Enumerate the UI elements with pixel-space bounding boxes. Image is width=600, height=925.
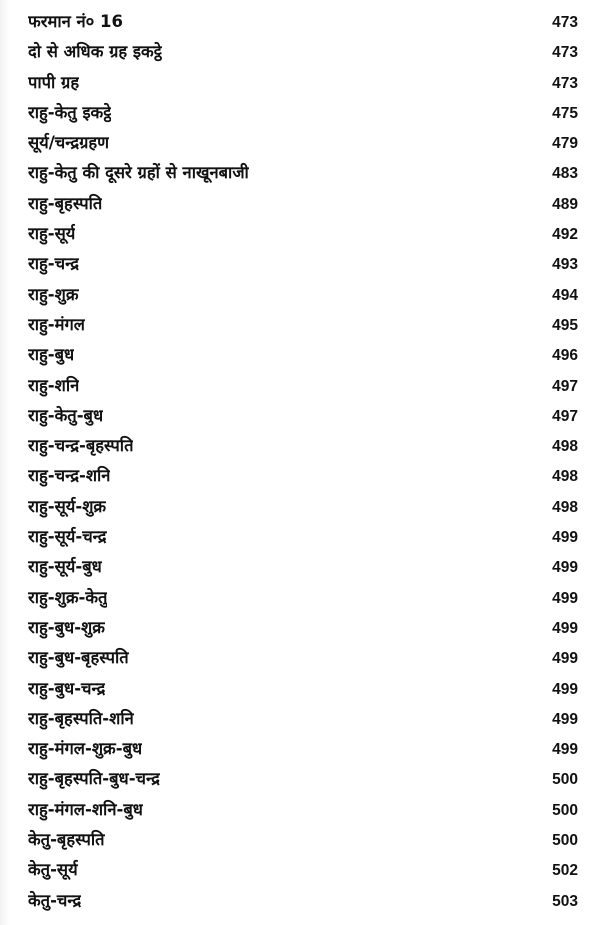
toc-entry-page: 483 xyxy=(552,165,578,183)
toc-entry-title: दो से अधिक ग्रह इकट्ठे xyxy=(28,42,162,62)
toc-entry xyxy=(28,886,578,916)
toc-entry-page: 494 xyxy=(552,286,578,304)
toc-entry xyxy=(28,189,578,219)
toc-entry-title: राहु-सूर्य xyxy=(28,224,76,244)
toc-entry-title: राहु-चन्द्र xyxy=(28,254,79,274)
toc-entry xyxy=(28,461,578,491)
toc-entry xyxy=(28,310,578,340)
toc-entry-title: राहु-बृहस्पति-शनि xyxy=(28,708,134,728)
toc-entry xyxy=(28,98,578,128)
toc-entry-page: 499 xyxy=(552,710,578,728)
toc-entry-title: राहु-केतु की दूसरे ग्रहों से नाखूनबाजी xyxy=(28,163,249,183)
toc-entry-title: राहु-शुक्र xyxy=(28,284,79,304)
toc-entry-title: राहु-चन्द्र-बृहस्पति xyxy=(28,436,134,456)
toc-entry xyxy=(28,158,578,188)
toc-entry-page: 498 xyxy=(552,438,578,456)
toc-entry xyxy=(28,340,578,370)
toc-entry-page: 498 xyxy=(552,498,578,516)
toc-entry-page: 500 xyxy=(552,801,578,819)
toc-entry-page: 479 xyxy=(552,135,578,153)
toc-entry xyxy=(28,552,578,582)
toc-entry-page: 499 xyxy=(552,619,578,637)
toc-entry-page: 503 xyxy=(552,892,578,910)
toc-entry-title: पापी ग्रह xyxy=(28,72,80,92)
toc-entry xyxy=(28,371,578,401)
toc-entry-page: 499 xyxy=(552,680,578,698)
toc-entry xyxy=(28,431,578,461)
toc-entry-title: राहु-केतु इकट्ठे xyxy=(28,102,112,122)
toc-entry xyxy=(28,249,578,279)
toc-entry xyxy=(28,128,578,158)
toc-entry-page: 475 xyxy=(552,104,578,122)
toc-entry-title: राहु-बुध-शुक्र xyxy=(28,617,105,637)
toc-entry xyxy=(28,401,578,431)
toc-entry xyxy=(28,522,578,552)
toc-entry-title: राहु-बुध-चन्द्र xyxy=(28,678,106,698)
toc-entry-title: राहु-चन्द्र-शनि xyxy=(28,466,111,486)
toc-entry-title: केतु-सूर्य xyxy=(28,860,78,880)
toc-entry-page: 496 xyxy=(552,347,578,365)
toc-entry-title: सूर्य/चन्द्रग्रहण xyxy=(28,133,110,153)
toc-entry-page: 499 xyxy=(552,559,578,577)
toc-entry xyxy=(28,583,578,613)
toc-entry-title: राहु-बुध xyxy=(28,345,75,365)
toc-entry-title: राहु-सूर्य-बुध xyxy=(28,557,102,577)
toc-entry xyxy=(28,7,578,37)
toc-entry-title: राहु-बृहस्पति-बुध-चन्द्र xyxy=(28,769,160,789)
toc-entry xyxy=(28,280,578,310)
toc-entry xyxy=(28,37,578,67)
toc-entry-page: 499 xyxy=(552,529,578,547)
toc-entry-page: 492 xyxy=(552,226,578,244)
toc-entry xyxy=(28,219,578,249)
toc-entry-page: 500 xyxy=(552,771,578,789)
toc-entry-title: केतु-चन्द्र xyxy=(28,890,82,910)
table-of-contents xyxy=(0,7,600,916)
toc-entry-page: 498 xyxy=(552,468,578,486)
toc-entry xyxy=(28,825,578,855)
toc-entry-page: 499 xyxy=(552,650,578,668)
toc-entry-title: राहु-बुध-बृहस्पति xyxy=(28,648,129,668)
toc-entry xyxy=(28,643,578,673)
toc-entry-page: 489 xyxy=(552,195,578,213)
toc-entry-title: राहु-केतु-बुध xyxy=(28,405,104,425)
toc-entry xyxy=(28,613,578,643)
toc-entry-page: 473 xyxy=(552,14,578,31)
toc-entry xyxy=(28,68,578,98)
toc-entry-title: राहु-बृहस्पति xyxy=(28,193,103,213)
toc-entry xyxy=(28,674,578,704)
toc-entry-page: 493 xyxy=(552,256,578,274)
toc-entry-page: 499 xyxy=(552,589,578,607)
toc-entry-page: 473 xyxy=(552,44,578,62)
toc-entry xyxy=(28,492,578,522)
toc-entry-page: 473 xyxy=(552,74,578,92)
toc-entry-title: राहु-शनि xyxy=(28,375,80,395)
toc-entry-page: 500 xyxy=(552,832,578,850)
toc-entry-title: फरमान नं० 16 xyxy=(28,12,123,31)
toc-entry xyxy=(28,734,578,764)
toc-entry-title: राहु-मंगल-शुक्र-बुध xyxy=(28,739,143,759)
toc-entry xyxy=(28,764,578,794)
toc-entry-page: 497 xyxy=(552,377,578,395)
toc-entry xyxy=(28,855,578,885)
toc-entry xyxy=(28,704,578,734)
toc-entry-title: केतु-बृहस्पति xyxy=(28,830,105,850)
toc-entry-page: 499 xyxy=(552,741,578,759)
toc-entry xyxy=(28,795,578,825)
toc-entry-title: राहु-मंगल xyxy=(28,314,85,334)
toc-entry-title: राहु-मंगल-शनि-बुध xyxy=(28,799,143,819)
toc-entry-page: 502 xyxy=(552,862,578,880)
toc-entry-title: राहु-सूर्य-चन्द्र xyxy=(28,527,107,547)
toc-entry-title: राहु-शुक्र-केतु xyxy=(28,587,108,607)
toc-entry-page: 497 xyxy=(552,407,578,425)
toc-entry-title: राहु-सूर्य-शुक्र xyxy=(28,496,107,516)
toc-entry-page: 495 xyxy=(552,316,578,334)
